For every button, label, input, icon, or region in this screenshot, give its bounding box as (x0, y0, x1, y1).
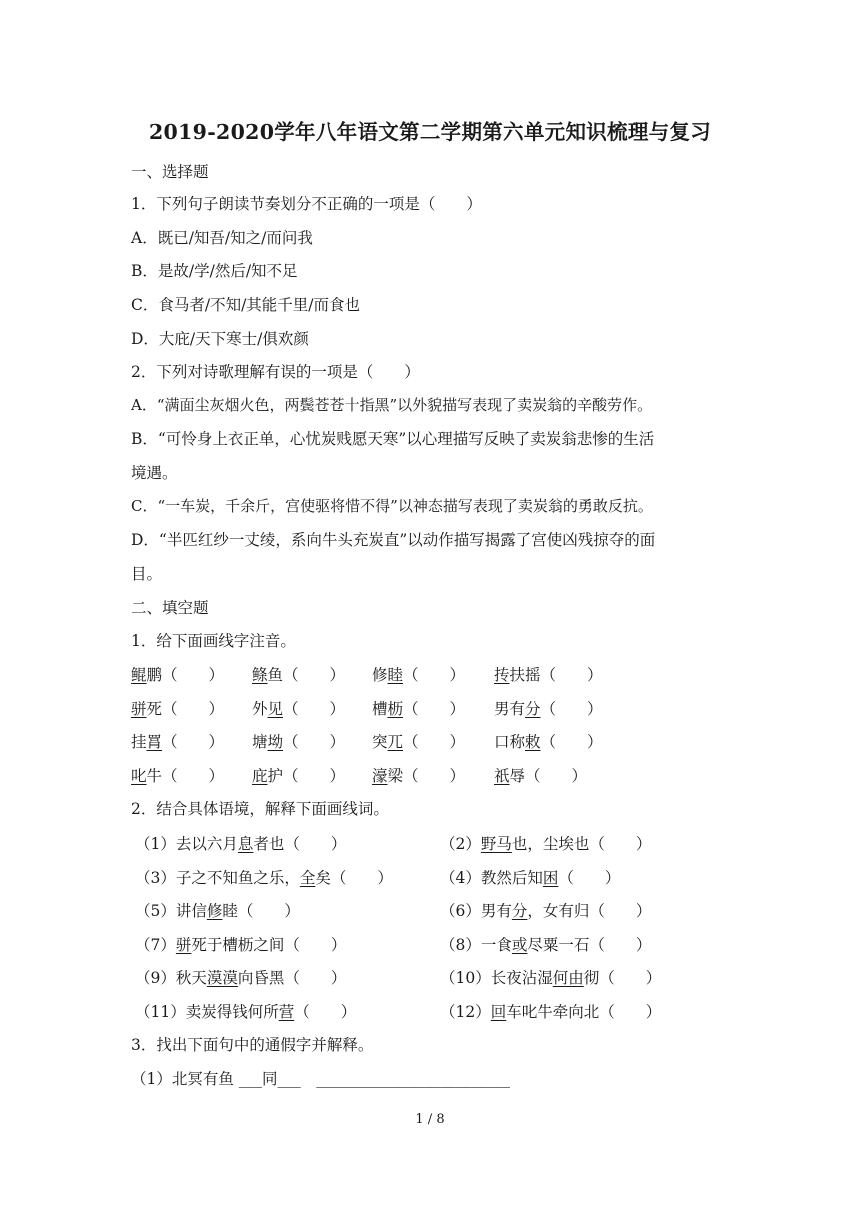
underlined-char: 兀 (387, 733, 404, 751)
pinyin-item (494, 663, 603, 685)
cell-text: （1）去以六月 (135, 835, 238, 853)
underlined-char: 鲲 (131, 666, 147, 684)
q2-option-d-cont: 目。 (131, 565, 163, 583)
cell-text: 突 (372, 733, 388, 751)
cell-text: （8）一食 (440, 935, 512, 954)
q2-option-d: D．“半匹红纱一丈绫，系向牛头充炭直”以动作描写揭露了宫使凶残掠夺的面 (131, 531, 656, 549)
q2-option-b: B．“可怜身上衣正单，心忧炭贱愿天寒”以心理描写反映了卖炭翁悲惨的生活 (131, 430, 655, 448)
explain-item (135, 966, 346, 988)
document-title: 2019-2020学年八年语文第二学期第六单元知识梳理与复习 (148, 120, 712, 144)
cell-text: 车叱牛牵向北（ ） (506, 1003, 662, 1021)
section-heading-choice: 一、选择题 (131, 163, 209, 181)
cell-text: 口称 (494, 733, 526, 751)
underlined-char: 分 (525, 699, 541, 718)
cell-text: 挂 (131, 733, 147, 751)
underlined-char: 骈 (175, 935, 192, 954)
pinyin-item (494, 764, 587, 786)
cell-text: （9）秋天 (135, 969, 207, 988)
cell-text: 彻（ ） (583, 969, 662, 988)
cell-text: 死于槽枥之间（ ） (191, 935, 347, 954)
q2-option-a: A．“满面尘灰烟火色，两鬓苍苍十指黑”以外貌描写表现了卖炭翁的辛酸劳作。 (131, 396, 653, 414)
cell-text: （ ） (294, 1003, 357, 1021)
q2-option-b-cont: 境遇。 (131, 464, 178, 482)
cell-text: 睦（ ） (222, 902, 300, 921)
cell-text: （ ） (403, 699, 466, 718)
q1-option-a: A．既已/知吾/知之/而问我 (131, 229, 313, 247)
cell-text: 扶摇（ ） (509, 666, 603, 684)
underlined-char: 见 (267, 699, 284, 718)
explain-item (135, 933, 346, 955)
underlined-char: 营 (278, 1003, 295, 1021)
cell-text: 鱼（ ） (267, 666, 346, 684)
cell-text: （ ） (540, 699, 603, 718)
cell-text: 者也（ ） (253, 835, 347, 853)
section-heading-fill: 二、填空题 (131, 599, 209, 617)
cell-text: 辱（ ） (509, 766, 588, 785)
cell-text: 外 (252, 699, 268, 718)
explain-item (440, 966, 661, 988)
q2-option-c: C．“一车炭，千余斤，宫使驱将惜不得”以神态描写表现了卖炭翁的勇敢反抗。 (131, 497, 653, 515)
explain-item (440, 1000, 661, 1022)
pinyin-item (252, 764, 345, 786)
underlined-char: 濠 (372, 766, 388, 785)
cell-text: 尽粟一石（ ） (527, 935, 652, 954)
cell-text: ，女有归（ ） (527, 902, 652, 921)
page-number: 1 / 8 (415, 1112, 445, 1127)
pinyin-item (131, 663, 224, 685)
underlined-char: 何由 (552, 969, 584, 988)
pinyin-item (252, 697, 345, 719)
fill-question-3-item-1: （1）北冥有鱼 ___同___ _________________________ (131, 1070, 511, 1088)
pinyin-item (372, 663, 465, 685)
pinyin-item (372, 764, 465, 786)
q1-option-d: D．大庇/天下寒士/俱欢颜 (131, 330, 309, 348)
cell-text: 矣（ ） (315, 868, 393, 887)
cell-text: （12） (440, 1003, 491, 1021)
underlined-char: 抟 (494, 666, 510, 684)
explain-item (440, 832, 651, 854)
explain-item (135, 1000, 356, 1022)
cell-text: （2） (440, 835, 481, 853)
cell-text: （ ） (162, 733, 225, 751)
underlined-char: 野马 (480, 835, 512, 853)
explain-item (440, 899, 651, 921)
underlined-char: 祇 (494, 766, 510, 785)
cell-text: 向昏黑（ ） (237, 969, 347, 988)
underlined-char: 庇 (252, 766, 268, 785)
underlined-char: 叱 (131, 766, 147, 785)
cell-text: 男有 (494, 699, 526, 718)
cell-text: （ ） (283, 699, 346, 718)
explain-item (135, 832, 346, 854)
cell-text: 护（ ） (267, 766, 346, 785)
cell-text: 塘 (252, 733, 268, 751)
explain-item (135, 866, 393, 888)
fill-question-3: 3．找出下面句中的通假字并解释。 (131, 1036, 374, 1054)
fill-question-2: 2．结合具体语境，解释下面画线词。 (131, 800, 389, 818)
cell-text: （10）长夜沾湿 (440, 969, 553, 988)
q1-option-c: C．食马者/不知/其能千里/而食也 (131, 296, 361, 314)
underlined-char: 漠漠 (206, 969, 238, 988)
pinyin-item (372, 730, 465, 752)
cell-text: （ ） (403, 733, 466, 751)
cell-text: 也，尘埃也（ ） (511, 835, 652, 853)
cell-text: （4）教然后知 (440, 868, 543, 887)
fill-question-1: 1．给下面画线字注音。 (131, 632, 296, 650)
underlined-char: 或 (511, 935, 528, 954)
underlined-char: 分 (511, 902, 528, 921)
question-2: 2．下列对诗歌理解有误的一项是（ ） (131, 363, 420, 381)
underlined-char: 息 (237, 835, 254, 853)
underlined-char: 枥 (387, 699, 404, 718)
pinyin-item (494, 697, 603, 719)
underlined-char: 罥 (146, 733, 163, 751)
cell-text: （ ） (403, 666, 466, 684)
cell-text: 修 (372, 666, 388, 684)
cell-text: 死（ ） (146, 699, 225, 718)
underlined-char: 全 (299, 868, 316, 887)
pinyin-item (494, 730, 603, 752)
cell-text: （11）卖炭得钱何所 (135, 1003, 279, 1021)
cell-text: 鹏（ ） (146, 666, 225, 684)
underlined-char: 敕 (525, 733, 541, 751)
cell-text: （ ） (540, 733, 603, 751)
underlined-char: 回 (490, 1003, 507, 1021)
cell-text: （ ） (558, 868, 621, 887)
pinyin-item (131, 730, 224, 752)
pinyin-item (252, 663, 345, 685)
cell-text: 槽 (372, 699, 388, 718)
pinyin-item (252, 730, 345, 752)
cell-text: 梁（ ） (387, 766, 466, 785)
cell-text: （6）男有 (440, 902, 512, 921)
underlined-char: 鲦 (252, 666, 268, 684)
underlined-char: 睦 (387, 666, 404, 684)
cell-text: （ ） (283, 733, 346, 751)
cell-text: （5）讲信 (135, 902, 207, 921)
pinyin-item (372, 697, 465, 719)
cell-text: （7） (135, 935, 176, 954)
question-1: 1．下列句子朗读节奏划分不正确的一项是（ ） (131, 195, 482, 213)
pinyin-item (131, 697, 224, 719)
explain-item (135, 899, 300, 921)
q1-option-b: B．是故/学/然后/知不足 (131, 262, 298, 280)
cell-text: （3）子之不知鱼之乐， (135, 868, 300, 887)
explain-item (440, 866, 620, 888)
underlined-char: 修 (206, 902, 223, 921)
underlined-char: 困 (542, 868, 559, 887)
cell-text: 牛（ ） (146, 766, 225, 785)
underlined-char: 骈 (131, 699, 147, 718)
pinyin-item (131, 764, 224, 786)
explain-item (440, 933, 651, 955)
underlined-char: 坳 (267, 733, 284, 751)
